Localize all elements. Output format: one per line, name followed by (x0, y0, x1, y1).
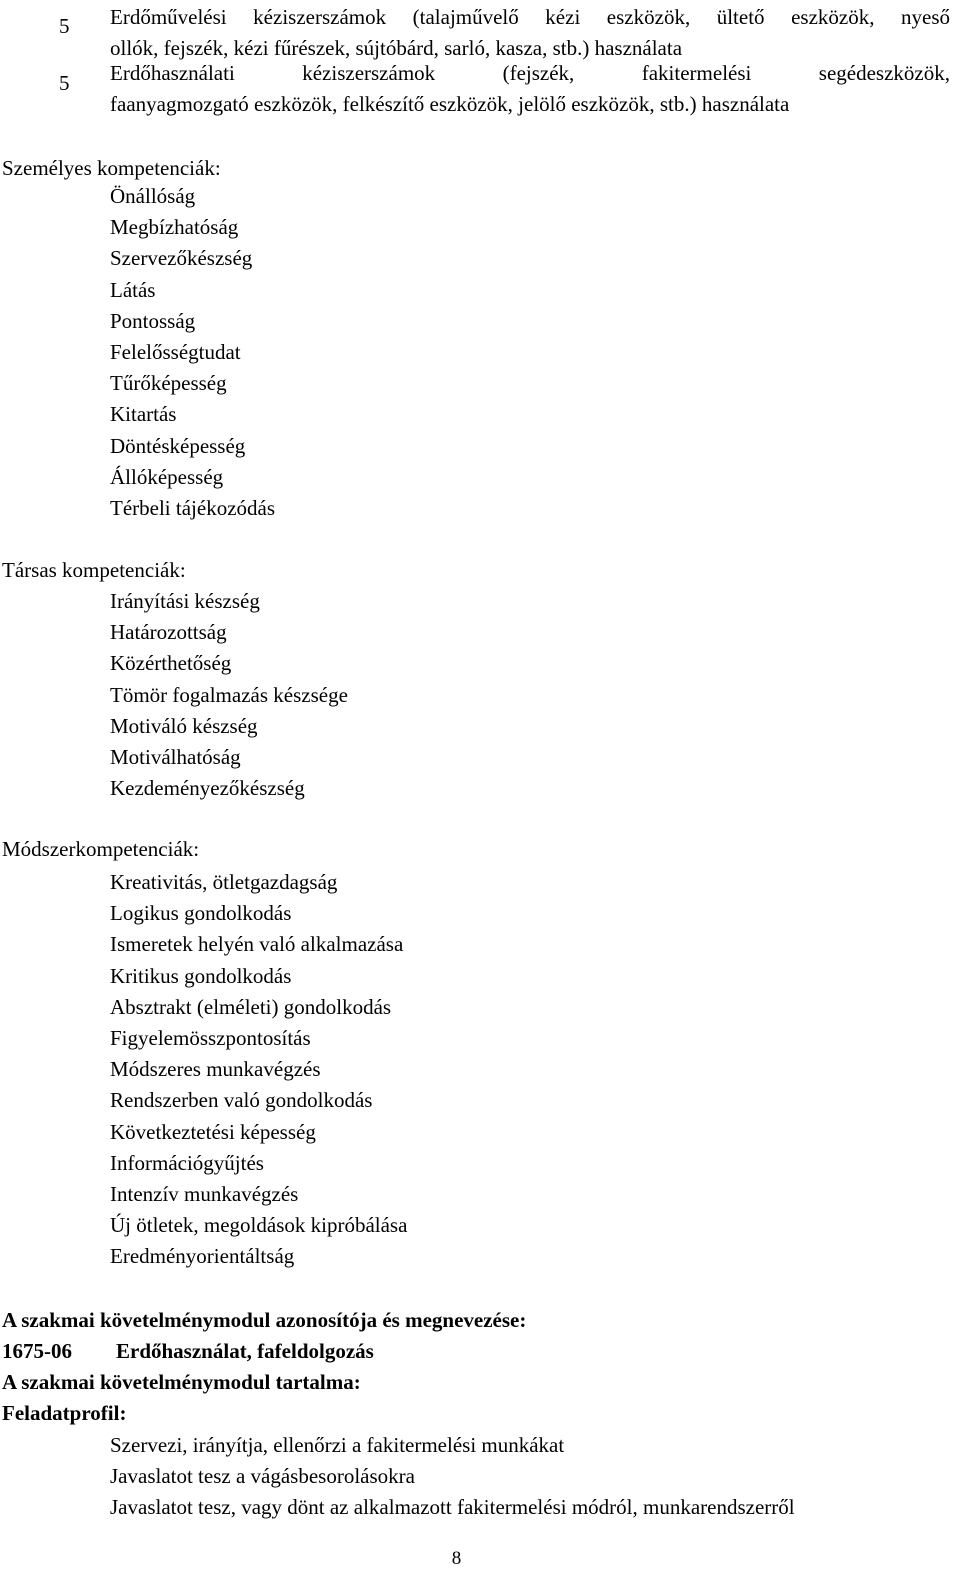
list-item: Absztrakt (elméleti) gondolkodás (110, 994, 392, 1019)
list-item: Kezdeményezőkészség (110, 776, 305, 801)
list-item: Tűrőképesség (110, 371, 227, 396)
list-item: Pontosság (110, 308, 196, 333)
list-item: Következtetési képesség (110, 1119, 316, 1144)
list-item: Látás (110, 277, 156, 302)
social-competencies-heading: Társas kompetenciák: (2, 558, 186, 582)
list-item: Motiválhatóság (110, 744, 241, 769)
list-item: Megbízhatóság (110, 215, 239, 240)
list-item: Állóképesség (110, 464, 224, 489)
module-id-heading: A szakmai követelménymodul azonosítója és megnevezése: (2, 1308, 527, 1332)
list-item: Eredményorientáltság (110, 1244, 295, 1269)
task-profile-list (110, 1430, 795, 1524)
skill-description-line: faanyagmozgató eszközök, felkészítő eszközök, jelölő eszközök, stb.) használata (110, 92, 790, 116)
list-item: Irányítási készség (110, 589, 260, 613)
list-item: Önállóság (110, 184, 196, 208)
method-competencies-heading: Módszerkompetenciák: (2, 837, 200, 861)
list-item: Ismeretek helyén való alkalmazása (110, 932, 404, 957)
list-item: Kreativitás, ötletgazdagság (110, 870, 338, 894)
skill-description (110, 58, 950, 120)
skill-row (0, 2, 960, 60)
list-item: Javaslatot tesz a vágásbesorolásokra (110, 1464, 415, 1489)
task-profile-heading: Feladatprofil: (2, 1401, 127, 1425)
skill-row (0, 58, 960, 116)
module-content-heading: A szakmai követelménymodul tartalma: (2, 1370, 361, 1394)
list-item: Szervezi, irányítja, ellenőrzi a fakitermelési munkákat (110, 1433, 565, 1457)
list-item: Módszeres munkavégzés (110, 1057, 321, 1082)
list-item: Kritikus gondolkodás (110, 963, 292, 988)
list-item: Térbeli tájékozódás (110, 495, 276, 520)
list-item: Döntésképesség (110, 433, 246, 458)
list-item: Információgyűjtés (110, 1150, 264, 1175)
list-item: Intenzív munkavégzés (110, 1181, 299, 1206)
skill-level-number: 5 (59, 71, 70, 95)
list-item: Rendszerben való gondolkodás (110, 1088, 373, 1113)
list-item: Logikus gondolkodás (110, 901, 292, 926)
personal-competencies-list (110, 181, 275, 524)
skill-description-line: Erdőhasználati kéziszerszámok (fejszék, fakitermelési segédeszközök, (110, 61, 950, 85)
list-item: Javaslatot tesz, vagy dönt az alkalmazott fakitermelési módról, munkarendszerről (110, 1495, 795, 1520)
page-number: 8 (451, 1548, 462, 1569)
skill-level-number: 5 (59, 14, 70, 38)
list-item: Határozottság (110, 620, 227, 645)
list-item: Felelősségtudat (110, 339, 241, 364)
module-code: 1675-06 (2, 1339, 72, 1363)
social-competencies-list (110, 586, 348, 804)
list-item: Kitartás (110, 402, 177, 427)
list-item: Motiváló készség (110, 713, 258, 738)
list-item: Figyelemösszpontosítás (110, 1025, 311, 1050)
skill-description-line: ollók, fejszék, kézi fűrészek, sújtóbárd, sarló, kasza, stb.) használata (110, 36, 683, 60)
module-title (2, 1336, 374, 1367)
skill-description-line: Erdőművelési kéziszerszámok (talajművelő kézi eszközök, ültető eszközök, nyeső (110, 5, 950, 29)
list-item: Közérthetőség (110, 651, 232, 676)
skill-description (110, 2, 950, 64)
list-item: Szervezőkészség (110, 246, 253, 271)
list-item: Tömör fogalmazás készsége (110, 682, 348, 707)
method-competencies-list (110, 867, 407, 1272)
module-name: Erdőhasználat, fafeldolgozás (116, 1339, 374, 1363)
personal-competencies-heading: Személyes kompetenciák: (2, 156, 221, 180)
list-item: Új ötletek, megoldások kipróbálása (110, 1213, 408, 1238)
